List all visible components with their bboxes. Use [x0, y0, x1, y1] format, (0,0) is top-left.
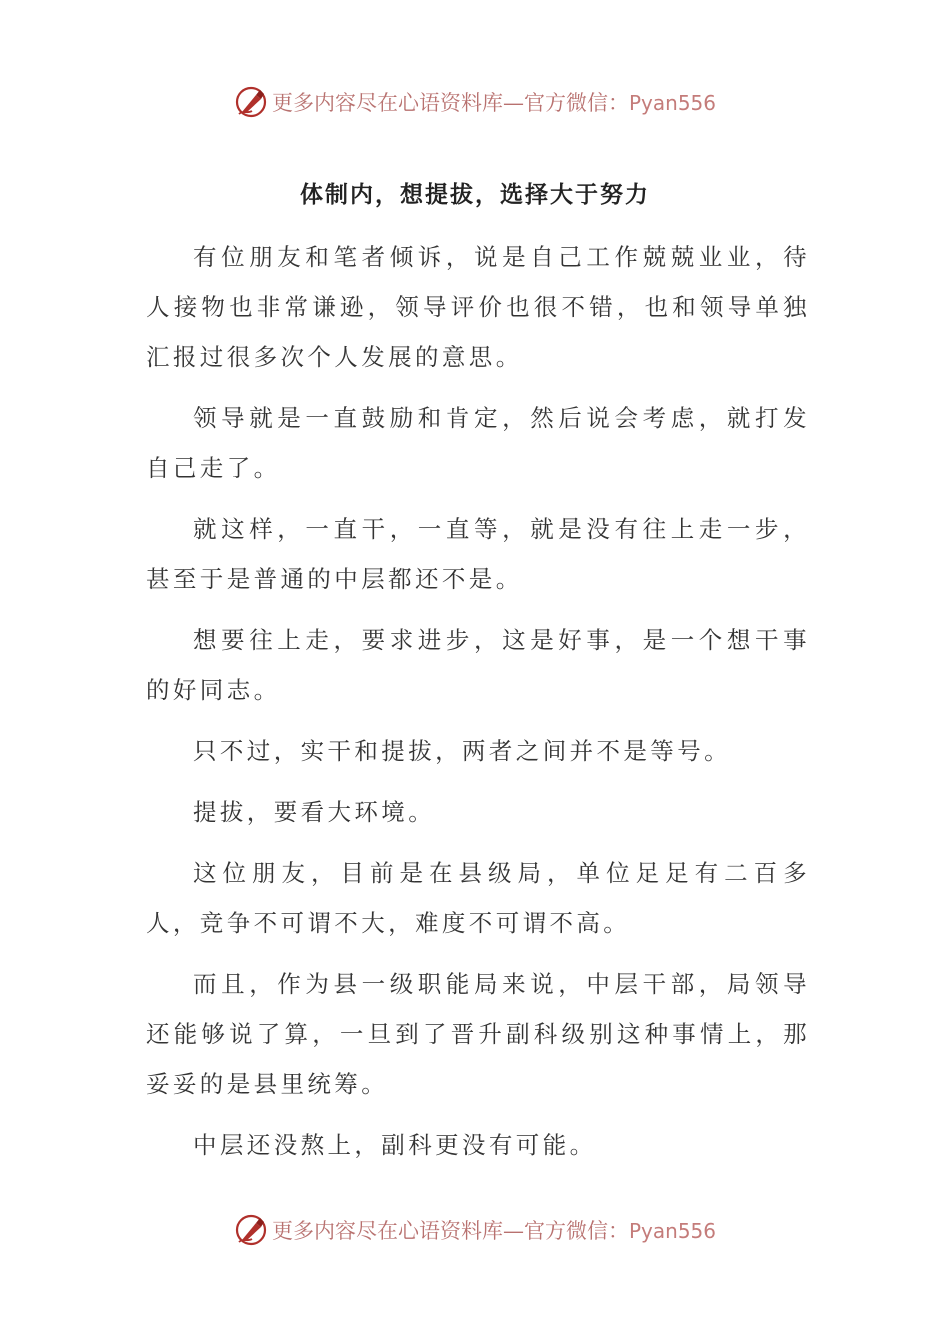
pen-nib-logo-icon	[234, 1213, 268, 1247]
footer-watermark-banner	[0, 1210, 950, 1250]
paragraph: 中层还没熬上，副科更没有可能。	[193, 1131, 597, 1159]
banner-text: 更多内容尽在心语资料库—官方微信：	[271, 91, 629, 115]
paragraph: 而且，作为县一级职能局来说，中层干部，局领导还能够说了算，一旦到了晋升副科级别这种事情上，那妥妥的是县里统筹。	[146, 970, 810, 1098]
paragraph: 想要往上走，要求进步，这是好事，是一个想干事的好同志。	[146, 626, 810, 704]
pen-nib-logo-icon	[234, 85, 268, 119]
paragraph: 领导就是一直鼓励和肯定，然后说会考虑，就打发自己走了。	[146, 404, 810, 482]
document-title: 体制内，想提拔，选择大于努力	[300, 181, 650, 208]
banner-text: 更多内容尽在心语资料库—官方微信：	[271, 1219, 629, 1243]
paragraph: 有位朋友和笔者倾诉，说是自己工作兢兢业业，待人接物也非常谦逊，领导评价也很不错，也和领导单独汇报过很多次个人发展的意思。	[146, 243, 810, 371]
paragraph: 这位朋友，目前是在县级局，单位足足有二百多人，竞争不可谓不大，难度不可谓不高。	[146, 859, 810, 937]
header-watermark-banner	[0, 82, 950, 122]
banner-brand: Pyan556	[628, 1219, 716, 1243]
paragraph: 只不过，实干和提拔，两者之间并不是等号。	[193, 737, 731, 765]
banner-brand: Pyan556	[628, 91, 716, 115]
paragraph: 提拔，要看大环境。	[193, 798, 436, 826]
document-body	[146, 232, 810, 1181]
paragraph: 就这样，一直干，一直等，就是没有往上走一步，甚至于是普通的中层都还不是。	[146, 515, 810, 593]
